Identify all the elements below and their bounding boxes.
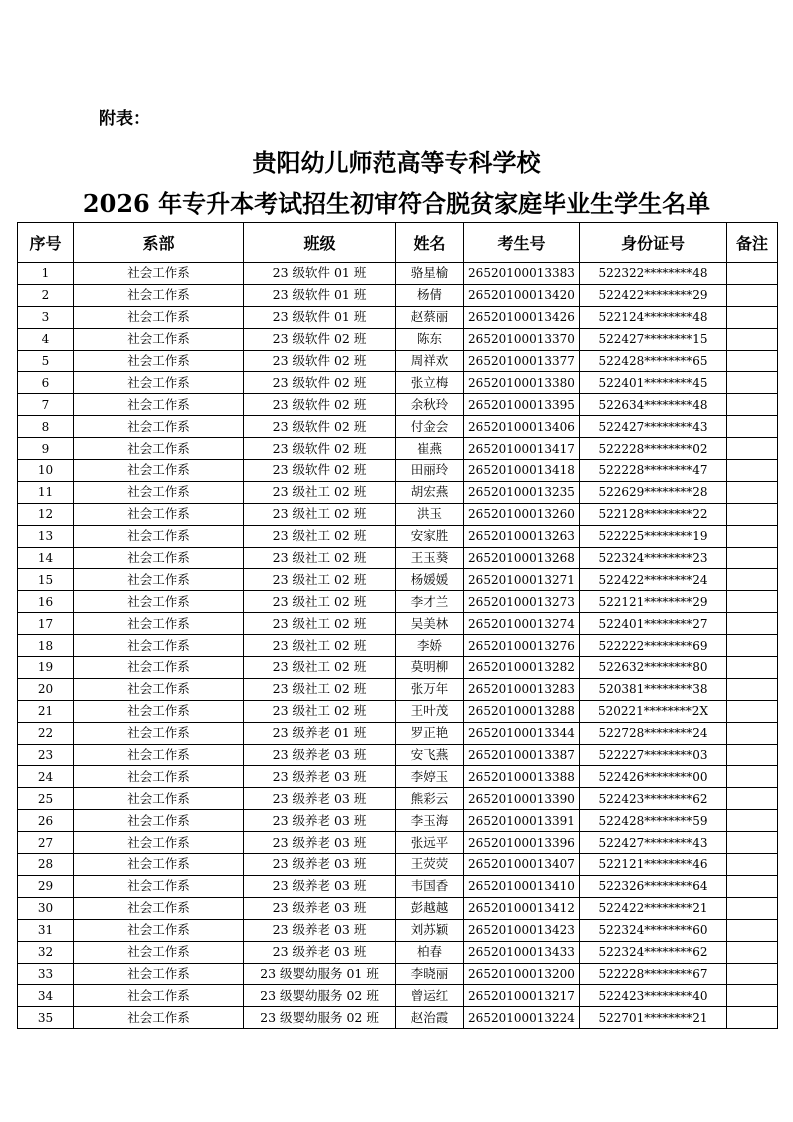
cell-remarks [727, 963, 778, 985]
cell-exam-number: 26520100013420 [464, 284, 580, 306]
table-row [18, 416, 778, 438]
cell-exam-number: 26520100013388 [464, 766, 580, 788]
table-row [18, 1007, 778, 1029]
cell-index: 11 [18, 481, 74, 503]
cell-exam-number: 26520100013288 [464, 700, 580, 722]
cell-index: 31 [18, 919, 74, 941]
cell-index: 12 [18, 503, 74, 525]
attachment-label: 附表： [99, 109, 150, 129]
cell-exam-number: 26520100013344 [464, 722, 580, 744]
cell-name: 李晓丽 [396, 963, 464, 985]
table-row [18, 788, 778, 810]
cell-id-number: 522629********28 [580, 481, 727, 503]
cell-exam-number: 26520100013387 [464, 744, 580, 766]
cell-exam-number: 26520100013380 [464, 372, 580, 394]
cell-exam-number: 26520100013273 [464, 591, 580, 613]
cell-class: 23 级养老 03 班 [244, 744, 396, 766]
cell-exam-number: 26520100013276 [464, 635, 580, 657]
cell-class: 23 级养老 03 班 [244, 941, 396, 963]
table-row [18, 810, 778, 832]
cell-remarks [727, 657, 778, 679]
cell-id-number: 522324********62 [580, 941, 727, 963]
cell-class: 23 级社工 02 班 [244, 700, 396, 722]
table-row [18, 875, 778, 897]
list-title: 2026 年专升本考试招生初审符合脱贫家庭毕业生学生名单 [82, 189, 711, 218]
table-row [18, 460, 778, 482]
cell-remarks [727, 985, 778, 1007]
cell-index: 21 [18, 700, 74, 722]
cell-name: 张立梅 [396, 372, 464, 394]
cell-department: 社会工作系 [74, 635, 244, 657]
cell-department: 社会工作系 [74, 438, 244, 460]
cell-id-number: 522222********69 [580, 635, 727, 657]
cell-department: 社会工作系 [74, 700, 244, 722]
cell-name: 安飞燕 [396, 744, 464, 766]
cell-name: 周祥欢 [396, 350, 464, 372]
cell-department: 社会工作系 [74, 460, 244, 482]
cell-id-number: 522422********21 [580, 897, 727, 919]
cell-name: 李才兰 [396, 591, 464, 613]
table-row [18, 897, 778, 919]
cell-department: 社会工作系 [74, 832, 244, 854]
cell-remarks [727, 722, 778, 744]
table-row [18, 591, 778, 613]
cell-index: 33 [18, 963, 74, 985]
cell-class: 23 级养老 03 班 [244, 875, 396, 897]
table-row [18, 284, 778, 306]
cell-department: 社会工作系 [74, 416, 244, 438]
table-row [18, 635, 778, 657]
cell-name: 王玉葵 [396, 547, 464, 569]
table-row [18, 613, 778, 635]
cell-index: 35 [18, 1007, 74, 1029]
cell-remarks [727, 941, 778, 963]
cell-department: 社会工作系 [74, 591, 244, 613]
cell-index: 34 [18, 985, 74, 1007]
cell-index: 19 [18, 657, 74, 679]
cell-department: 社会工作系 [74, 985, 244, 1007]
header-index: 序号 [18, 223, 74, 263]
cell-exam-number: 26520100013418 [464, 460, 580, 482]
cell-name: 李玉海 [396, 810, 464, 832]
cell-index: 3 [18, 306, 74, 328]
cell-remarks [727, 832, 778, 854]
cell-id-number: 522324********60 [580, 919, 727, 941]
cell-name: 熊彩云 [396, 788, 464, 810]
cell-department: 社会工作系 [74, 569, 244, 591]
cell-department: 社会工作系 [74, 722, 244, 744]
cell-id-number: 522427********43 [580, 832, 727, 854]
table-row [18, 678, 778, 700]
cell-name: 罗正艳 [396, 722, 464, 744]
cell-id-number: 522322********48 [580, 263, 727, 285]
table-row [18, 832, 778, 854]
cell-department: 社会工作系 [74, 897, 244, 919]
cell-department: 社会工作系 [74, 613, 244, 635]
cell-remarks [727, 569, 778, 591]
cell-remarks [727, 394, 778, 416]
cell-department: 社会工作系 [74, 263, 244, 285]
cell-remarks [727, 438, 778, 460]
cell-index: 29 [18, 875, 74, 897]
cell-exam-number: 26520100013407 [464, 854, 580, 876]
cell-id-number: 522401********27 [580, 613, 727, 635]
cell-exam-number: 26520100013417 [464, 438, 580, 460]
table-row [18, 657, 778, 679]
cell-exam-number: 26520100013433 [464, 941, 580, 963]
cell-name: 余秋玲 [396, 394, 464, 416]
cell-department: 社会工作系 [74, 503, 244, 525]
cell-id-number: 522422********24 [580, 569, 727, 591]
table-row [18, 941, 778, 963]
cell-id-number: 522426********00 [580, 766, 727, 788]
cell-id-number: 522428********65 [580, 350, 727, 372]
cell-remarks [727, 481, 778, 503]
cell-class: 23 级养老 03 班 [244, 832, 396, 854]
cell-name: 骆星榆 [396, 263, 464, 285]
cell-class: 23 级养老 03 班 [244, 788, 396, 810]
table-row [18, 263, 778, 285]
cell-department: 社会工作系 [74, 547, 244, 569]
cell-remarks [727, 897, 778, 919]
cell-remarks [727, 810, 778, 832]
cell-class: 23 级社工 02 班 [244, 481, 396, 503]
cell-name: 张万年 [396, 678, 464, 700]
table-row [18, 481, 778, 503]
cell-department: 社会工作系 [74, 744, 244, 766]
cell-class: 23 级软件 01 班 [244, 306, 396, 328]
cell-index: 9 [18, 438, 74, 460]
cell-exam-number: 26520100013426 [464, 306, 580, 328]
cell-index: 28 [18, 854, 74, 876]
cell-index: 23 [18, 744, 74, 766]
cell-id-number: 522423********40 [580, 985, 727, 1007]
cell-name: 赵蔡丽 [396, 306, 464, 328]
cell-class: 23 级养老 03 班 [244, 810, 396, 832]
cell-name: 王荧荧 [396, 854, 464, 876]
cell-department: 社会工作系 [74, 963, 244, 985]
cell-class: 23 级养老 03 班 [244, 766, 396, 788]
cell-exam-number: 26520100013370 [464, 328, 580, 350]
cell-class: 23 级软件 02 班 [244, 328, 396, 350]
cell-id-number: 522324********23 [580, 547, 727, 569]
cell-remarks [727, 1007, 778, 1029]
cell-index: 18 [18, 635, 74, 657]
table-row [18, 503, 778, 525]
school-title: 贵阳幼儿师范高等专科学校 [252, 148, 541, 177]
cell-exam-number: 26520100013235 [464, 481, 580, 503]
cell-class: 23 级社工 02 班 [244, 547, 396, 569]
cell-remarks [727, 416, 778, 438]
table-row [18, 438, 778, 460]
cell-index: 27 [18, 832, 74, 854]
cell-class: 23 级社工 02 班 [244, 591, 396, 613]
cell-department: 社会工作系 [74, 678, 244, 700]
cell-id-number: 522228********67 [580, 963, 727, 985]
cell-name: 李婷玉 [396, 766, 464, 788]
table-row [18, 350, 778, 372]
cell-class: 23 级婴幼服务 01 班 [244, 963, 396, 985]
cell-remarks [727, 678, 778, 700]
cell-class: 23 级养老 03 班 [244, 919, 396, 941]
cell-class: 23 级社工 02 班 [244, 635, 396, 657]
cell-index: 2 [18, 284, 74, 306]
cell-remarks [727, 525, 778, 547]
cell-exam-number: 26520100013263 [464, 525, 580, 547]
cell-department: 社会工作系 [74, 854, 244, 876]
cell-exam-number: 26520100013395 [464, 394, 580, 416]
cell-class: 23 级软件 01 班 [244, 284, 396, 306]
cell-name: 杨媛媛 [396, 569, 464, 591]
cell-exam-number: 26520100013391 [464, 810, 580, 832]
cell-name: 胡宏燕 [396, 481, 464, 503]
table-row [18, 525, 778, 547]
table-row [18, 394, 778, 416]
cell-exam-number: 26520100013282 [464, 657, 580, 679]
cell-id-number: 522423********62 [580, 788, 727, 810]
cell-id-number: 522326********64 [580, 875, 727, 897]
cell-department: 社会工作系 [74, 875, 244, 897]
cell-index: 26 [18, 810, 74, 832]
cell-exam-number: 26520100013260 [464, 503, 580, 525]
cell-remarks [727, 788, 778, 810]
cell-id-number: 520221********2X [580, 700, 727, 722]
cell-remarks [727, 460, 778, 482]
cell-remarks [727, 613, 778, 635]
cell-id-number: 522422********29 [580, 284, 727, 306]
cell-index: 20 [18, 678, 74, 700]
cell-class: 23 级软件 02 班 [244, 460, 396, 482]
cell-name: 崔燕 [396, 438, 464, 460]
cell-id-number: 522121********29 [580, 591, 727, 613]
cell-exam-number: 26520100013283 [464, 678, 580, 700]
cell-department: 社会工作系 [74, 657, 244, 679]
header-department: 系部 [74, 223, 244, 263]
cell-department: 社会工作系 [74, 284, 244, 306]
cell-index: 25 [18, 788, 74, 810]
cell-index: 4 [18, 328, 74, 350]
cell-class: 23 级社工 02 班 [244, 613, 396, 635]
table-row [18, 919, 778, 941]
cell-class: 23 级婴幼服务 02 班 [244, 1007, 396, 1029]
cell-class: 23 级社工 02 班 [244, 678, 396, 700]
cell-id-number: 522701********21 [580, 1007, 727, 1029]
cell-remarks [727, 635, 778, 657]
cell-class: 23 级婴幼服务 02 班 [244, 985, 396, 1007]
cell-remarks [727, 875, 778, 897]
cell-class: 23 级软件 01 班 [244, 263, 396, 285]
cell-id-number: 522428********59 [580, 810, 727, 832]
table-row [18, 766, 778, 788]
cell-name: 陈东 [396, 328, 464, 350]
cell-exam-number: 26520100013200 [464, 963, 580, 985]
table-row [18, 569, 778, 591]
cell-department: 社会工作系 [74, 525, 244, 547]
cell-exam-number: 26520100013406 [464, 416, 580, 438]
header-name: 姓名 [396, 223, 464, 263]
cell-department: 社会工作系 [74, 481, 244, 503]
cell-name: 彭越越 [396, 897, 464, 919]
cell-id-number: 522121********46 [580, 854, 727, 876]
table-header-row [18, 223, 778, 263]
table-row [18, 744, 778, 766]
table-row [18, 854, 778, 876]
cell-remarks [727, 547, 778, 569]
cell-name: 张远平 [396, 832, 464, 854]
table-row [18, 306, 778, 328]
cell-class: 23 级养老 03 班 [244, 854, 396, 876]
cell-department: 社会工作系 [74, 941, 244, 963]
cell-index: 17 [18, 613, 74, 635]
cell-class: 23 级养老 03 班 [244, 897, 396, 919]
header-id-number: 身份证号 [580, 223, 727, 263]
cell-index: 6 [18, 372, 74, 394]
cell-id-number: 522228********02 [580, 438, 727, 460]
cell-exam-number: 26520100013412 [464, 897, 580, 919]
cell-department: 社会工作系 [74, 1007, 244, 1029]
cell-id-number: 522225********19 [580, 525, 727, 547]
cell-index: 22 [18, 722, 74, 744]
cell-department: 社会工作系 [74, 810, 244, 832]
cell-class: 23 级软件 02 班 [244, 350, 396, 372]
table-row [18, 722, 778, 744]
cell-class: 23 级社工 02 班 [244, 657, 396, 679]
cell-id-number: 522401********45 [580, 372, 727, 394]
header-exam-number: 考生号 [464, 223, 580, 263]
cell-name: 刘苏颖 [396, 919, 464, 941]
header-remarks: 备注 [727, 223, 778, 263]
cell-exam-number: 26520100013396 [464, 832, 580, 854]
cell-index: 14 [18, 547, 74, 569]
cell-index: 5 [18, 350, 74, 372]
cell-department: 社会工作系 [74, 372, 244, 394]
cell-name: 曾运红 [396, 985, 464, 1007]
cell-name: 洪玉 [396, 503, 464, 525]
cell-remarks [727, 766, 778, 788]
cell-remarks [727, 306, 778, 328]
cell-exam-number: 26520100013423 [464, 919, 580, 941]
cell-department: 社会工作系 [74, 788, 244, 810]
cell-id-number: 520381********38 [580, 678, 727, 700]
table-row [18, 328, 778, 350]
cell-exam-number: 26520100013268 [464, 547, 580, 569]
cell-name: 付金会 [396, 416, 464, 438]
cell-remarks [727, 591, 778, 613]
cell-index: 32 [18, 941, 74, 963]
cell-id-number: 522427********15 [580, 328, 727, 350]
cell-exam-number: 26520100013224 [464, 1007, 580, 1029]
cell-class: 23 级软件 02 班 [244, 394, 396, 416]
header-class: 班级 [244, 223, 396, 263]
cell-department: 社会工作系 [74, 919, 244, 941]
cell-id-number: 522634********48 [580, 394, 727, 416]
cell-id-number: 522427********43 [580, 416, 727, 438]
table-row [18, 963, 778, 985]
cell-remarks [727, 263, 778, 285]
cell-remarks [727, 744, 778, 766]
cell-remarks [727, 919, 778, 941]
cell-department: 社会工作系 [74, 394, 244, 416]
cell-name: 安家胜 [396, 525, 464, 547]
cell-name: 李娇 [396, 635, 464, 657]
cell-name: 韦国香 [396, 875, 464, 897]
cell-class: 23 级社工 02 班 [244, 569, 396, 591]
cell-remarks [727, 350, 778, 372]
cell-id-number: 522632********80 [580, 657, 727, 679]
table-row [18, 985, 778, 1007]
cell-exam-number: 26520100013410 [464, 875, 580, 897]
cell-class: 23 级养老 01 班 [244, 722, 396, 744]
cell-exam-number: 26520100013217 [464, 985, 580, 1007]
cell-index: 10 [18, 460, 74, 482]
cell-class: 23 级社工 02 班 [244, 503, 396, 525]
cell-name: 莫明柳 [396, 657, 464, 679]
cell-index: 13 [18, 525, 74, 547]
cell-id-number: 522728********24 [580, 722, 727, 744]
cell-class: 23 级软件 02 班 [244, 438, 396, 460]
cell-class: 23 级社工 02 班 [244, 525, 396, 547]
cell-index: 8 [18, 416, 74, 438]
cell-name: 柏春 [396, 941, 464, 963]
cell-name: 王叶茂 [396, 700, 464, 722]
cell-department: 社会工作系 [74, 766, 244, 788]
cell-department: 社会工作系 [74, 350, 244, 372]
cell-index: 16 [18, 591, 74, 613]
cell-name: 吴美林 [396, 613, 464, 635]
cell-remarks [727, 328, 778, 350]
cell-exam-number: 26520100013390 [464, 788, 580, 810]
cell-name: 田丽玲 [396, 460, 464, 482]
cell-remarks [727, 503, 778, 525]
cell-index: 7 [18, 394, 74, 416]
cell-remarks [727, 284, 778, 306]
cell-department: 社会工作系 [74, 306, 244, 328]
cell-id-number: 522128********22 [580, 503, 727, 525]
cell-name: 赵治霞 [396, 1007, 464, 1029]
cell-remarks [727, 372, 778, 394]
cell-department: 社会工作系 [74, 328, 244, 350]
cell-name: 杨倩 [396, 284, 464, 306]
student-list-table [17, 222, 778, 1029]
cell-index: 15 [18, 569, 74, 591]
cell-remarks [727, 700, 778, 722]
cell-index: 1 [18, 263, 74, 285]
cell-exam-number: 26520100013383 [464, 263, 580, 285]
cell-index: 30 [18, 897, 74, 919]
cell-id-number: 522124********48 [580, 306, 727, 328]
table-row [18, 700, 778, 722]
cell-remarks [727, 854, 778, 876]
cell-class: 23 级软件 02 班 [244, 416, 396, 438]
cell-exam-number: 26520100013274 [464, 613, 580, 635]
table-row [18, 547, 778, 569]
cell-exam-number: 26520100013271 [464, 569, 580, 591]
table-row [18, 372, 778, 394]
cell-exam-number: 26520100013377 [464, 350, 580, 372]
cell-id-number: 522227********03 [580, 744, 727, 766]
cell-class: 23 级软件 02 班 [244, 372, 396, 394]
cell-index: 24 [18, 766, 74, 788]
cell-id-number: 522228********47 [580, 460, 727, 482]
